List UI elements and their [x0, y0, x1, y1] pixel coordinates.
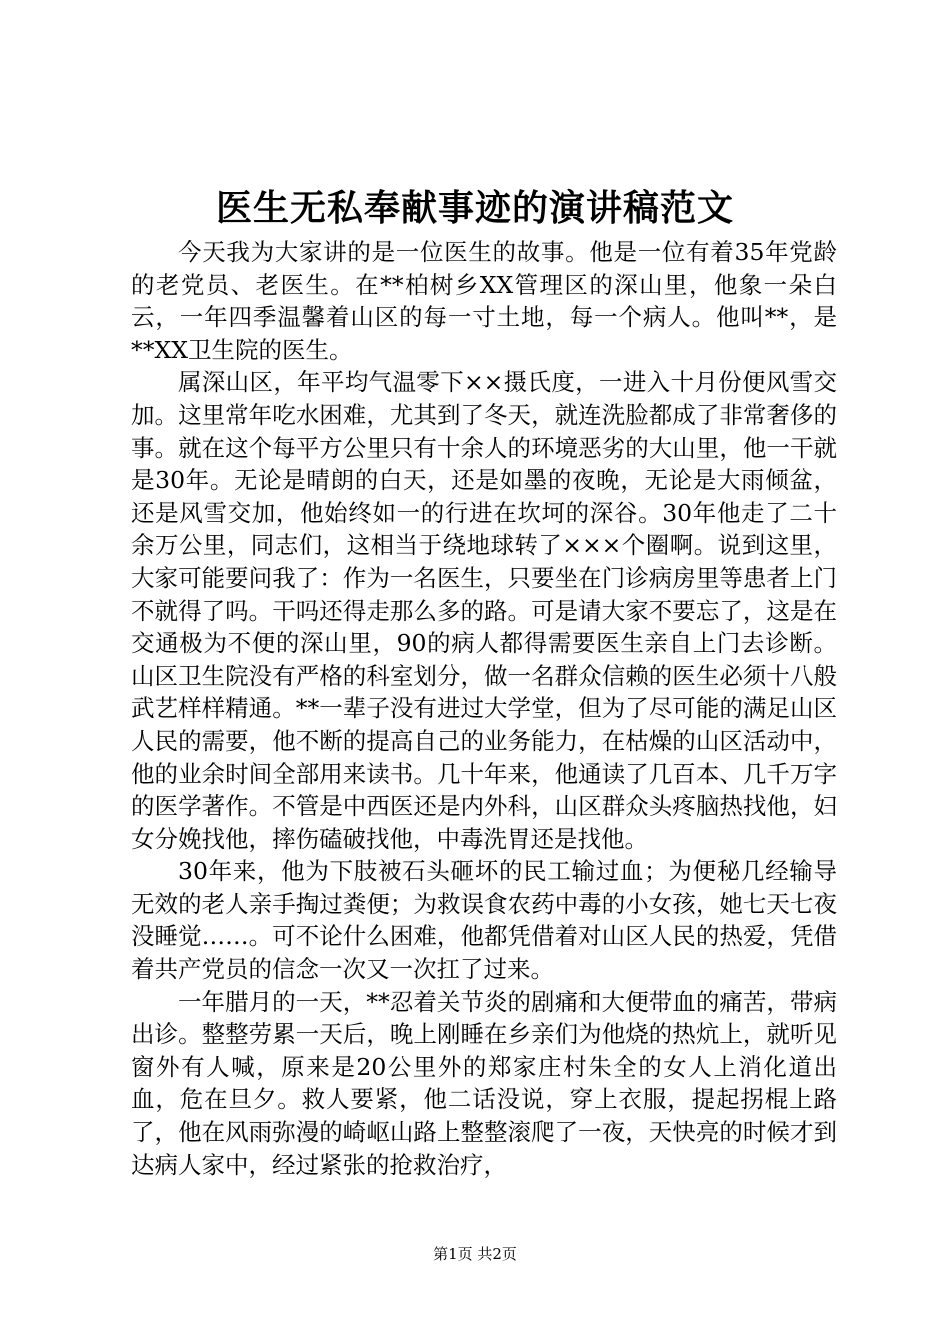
paragraph: 一年腊月的一天，**忍着关节炎的剧痛和大便带血的痛苦，带病出诊。整整劳累一天后，晚上刚睡在乡亲们为他烧的热炕上，就听见窗外有人喊，原来是20公里外的郑家庄村朱全的女人上消化道出血，危在旦夕。救人要紧，他二话没说，穿上衣服，提起拐棍上路了，他在风雨弥漫的崎岖山路上整整滚爬了一夜，天快亮的时候才到达病人家中，经过紧张的抢救治疗，	[131, 987, 837, 1179]
paragraph: 30年来，他为下肢被石头砸坏的民工输过血；为便秘几经输导无效的老人亲手掏过粪便；为救误食农药中毒的小女孩，她七天七夜没睡觉……。可不论什么困难，他都凭借着对山区人民的热爱，凭借着共产党员的信念一次又一次扛了过来。	[131, 857, 837, 984]
page-number-footer: 第1页 共2页	[433, 1245, 517, 1263]
document-title: 医生无私奉献事迹的演讲稿范文	[215, 187, 734, 229]
paragraph: 属深山区，年平均气温零下××摄氏度，一进入十月份便风雪交加。这里常年吃水困难，尤其到了冬天，就连洗脸都成了非常奢侈的事。就在这个每平方公里只有十余人的环境恶劣的大山里，他一干就是30年。无论是晴朗的白天，还是如墨的夜晚，无论是大雨倾盆，还是风雪交加，他始终如一的行进在坎坷的深谷。30年他走了二十余万公里，同志们，这相当于绕地球转了×××个圈啊。说到这里，大家可能要问我了：作为一名医生，只要坐在门诊病房里等患者上门不就得了吗。干吗还得走那么多的路。可是请大家不要忘了，这是在交通极为不便的深山里，90的病人都得需要医生亲自上门去诊断。山区卫生院没有严格的科室划分，做一名群众信赖的医生必须十八般武艺样样精通。**一辈子没有进过大学堂，但为了尽可能的满足山区人民的需要，他不断的提高自己的业务能力，在枯燥的山区活动中，他的业余时间全部用来读书。几十年来，他通读了几百本、几千万字的医学著作。不管是中西医还是内外科，山区群众头疼脑热找他，妇女分娩找他，摔伤磕破找他，中毒洗胃还是找他。	[131, 368, 837, 853]
paragraph: 今天我为大家讲的是一位医生的故事。他是一位有着35年党龄的老党员、老医生。在**柏树乡XX管理区的深山里，他象一朵白云，一年四季温馨着山区的每一寸土地，每一个病人。他叫**，是**XX卫生院的医生。	[131, 238, 837, 364]
document-body	[131, 236, 837, 1181]
